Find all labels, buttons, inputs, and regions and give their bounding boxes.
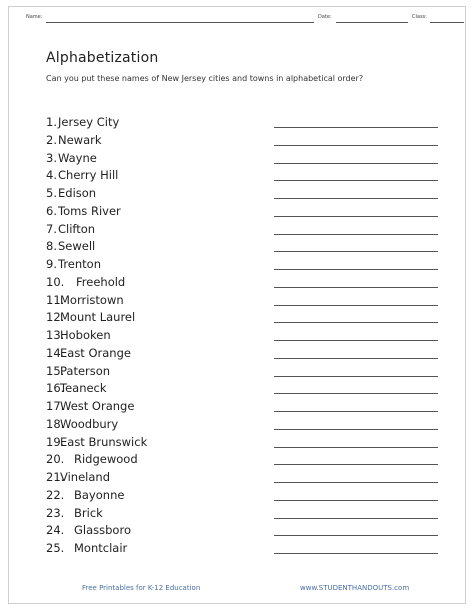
answer-line[interactable]	[274, 180, 438, 181]
item-number: 15.	[46, 363, 65, 378]
list-item	[46, 451, 438, 469]
city-name: Clifton	[58, 221, 96, 236]
list-item	[46, 363, 438, 381]
name-line	[46, 22, 314, 23]
list-item	[46, 398, 438, 416]
answer-line[interactable]	[274, 322, 438, 323]
answer-line[interactable]	[274, 518, 438, 519]
answer-line[interactable]	[274, 234, 438, 235]
item-number: 3.	[46, 150, 57, 165]
list-item	[46, 114, 438, 132]
class-label: Class:	[412, 14, 427, 20]
item-number: 20.	[46, 452, 65, 467]
footer-left-text: Free Printables for K-12 Education	[82, 584, 201, 592]
answer-line[interactable]	[274, 411, 438, 412]
answer-line[interactable]	[274, 287, 438, 288]
answer-line[interactable]	[274, 198, 438, 199]
date-line	[336, 22, 408, 23]
list-item	[46, 185, 438, 203]
item-number: 14.	[46, 345, 65, 360]
city-name: Glassboro	[74, 523, 131, 538]
list-item	[46, 505, 438, 523]
city-name: Mount Laurel	[60, 310, 136, 325]
list-item	[46, 380, 438, 398]
city-name: Vineland	[60, 470, 111, 484]
city-name: West Orange	[60, 399, 135, 413]
item-number: 7.	[46, 221, 57, 236]
list-item	[46, 256, 438, 274]
answer-line[interactable]	[274, 535, 438, 536]
city-name: Cherry Hill	[58, 168, 119, 183]
city-name: Ridgewood	[74, 452, 138, 467]
item-number: 13.	[46, 328, 65, 342]
answer-line[interactable]	[274, 251, 438, 252]
city-name: Bayonne	[74, 487, 125, 502]
city-name: Woodbury	[60, 416, 119, 431]
answer-line[interactable]	[274, 482, 438, 483]
item-number: 6.	[46, 203, 57, 218]
list-item	[46, 238, 438, 256]
item-number: 17.	[46, 399, 65, 413]
city-name: Brick	[74, 505, 103, 520]
item-number: 11.	[46, 292, 65, 307]
item-number: 23.	[46, 505, 65, 520]
city-list	[46, 114, 438, 558]
list-item	[46, 132, 438, 150]
list-item	[46, 203, 438, 221]
list-item	[46, 540, 438, 558]
answer-line[interactable]	[274, 376, 438, 377]
list-item	[46, 416, 438, 434]
item-number: 12.	[46, 310, 65, 325]
answer-line[interactable]	[274, 464, 438, 465]
answer-line[interactable]	[274, 429, 438, 430]
answer-line[interactable]	[274, 393, 438, 394]
list-item	[46, 150, 438, 168]
item-number: 19.	[46, 434, 65, 449]
list-item	[46, 487, 438, 505]
city-name: Freehold	[76, 274, 126, 289]
instructions: Can you put these names of New Jersey cities and towns in alphabetical order?	[46, 74, 364, 83]
list-item	[46, 434, 438, 452]
name-label: Name:	[26, 14, 43, 20]
answer-line[interactable]	[274, 145, 438, 146]
city-name: East Orange	[60, 345, 131, 360]
city-name: Morristown	[60, 292, 124, 307]
page-title: Alphabetization	[46, 50, 159, 66]
answer-line[interactable]	[274, 447, 438, 448]
answer-line[interactable]	[274, 305, 438, 306]
city-name: Montclair	[74, 541, 128, 555]
city-name: Paterson	[60, 363, 111, 378]
class-line	[430, 22, 464, 23]
answer-line[interactable]	[274, 216, 438, 217]
list-item	[46, 345, 438, 363]
item-number: 22.	[46, 487, 65, 502]
answer-line[interactable]	[274, 163, 438, 164]
city-name: Jersey City	[58, 115, 120, 129]
item-number: 5.	[46, 186, 57, 200]
city-name: East Brunswick	[60, 434, 148, 449]
city-name: Sewell	[58, 239, 96, 254]
list-item	[46, 274, 438, 292]
city-name: Wayne	[58, 150, 97, 165]
list-item	[46, 292, 438, 310]
city-name: Trenton	[58, 257, 102, 271]
answer-line[interactable]	[274, 127, 438, 128]
city-name: Teaneck	[60, 381, 107, 396]
item-number: 2.	[46, 132, 57, 147]
list-item	[46, 327, 438, 345]
item-number: 16.	[46, 381, 65, 396]
city-name: Newark	[58, 132, 102, 147]
item-number: 1.	[46, 115, 57, 129]
list-item	[46, 221, 438, 239]
footer-right-text: www.STUDENTHANDOUTS.com	[300, 584, 410, 592]
answer-line[interactable]	[274, 269, 438, 270]
item-number: 25.	[46, 541, 65, 555]
answer-line[interactable]	[274, 553, 438, 554]
item-number: 4.	[46, 168, 57, 183]
item-number: 9.	[46, 257, 57, 271]
city-name: Edison	[58, 186, 97, 200]
item-number: 8.	[46, 239, 57, 254]
list-item	[46, 167, 438, 185]
header-fields	[26, 14, 438, 24]
date-label: Date:	[318, 14, 332, 20]
item-number: 18.	[46, 416, 65, 431]
city-name: Hoboken	[60, 328, 111, 342]
list-item	[46, 309, 438, 327]
city-name: Toms River	[58, 203, 121, 218]
answer-line[interactable]	[274, 340, 438, 341]
list-item	[46, 522, 438, 540]
item-number: 21.	[46, 470, 65, 484]
item-number: 24.	[46, 523, 65, 538]
answer-line[interactable]	[274, 358, 438, 359]
item-number: 10.	[46, 274, 65, 289]
answer-line[interactable]	[274, 500, 438, 501]
list-item	[46, 469, 438, 487]
